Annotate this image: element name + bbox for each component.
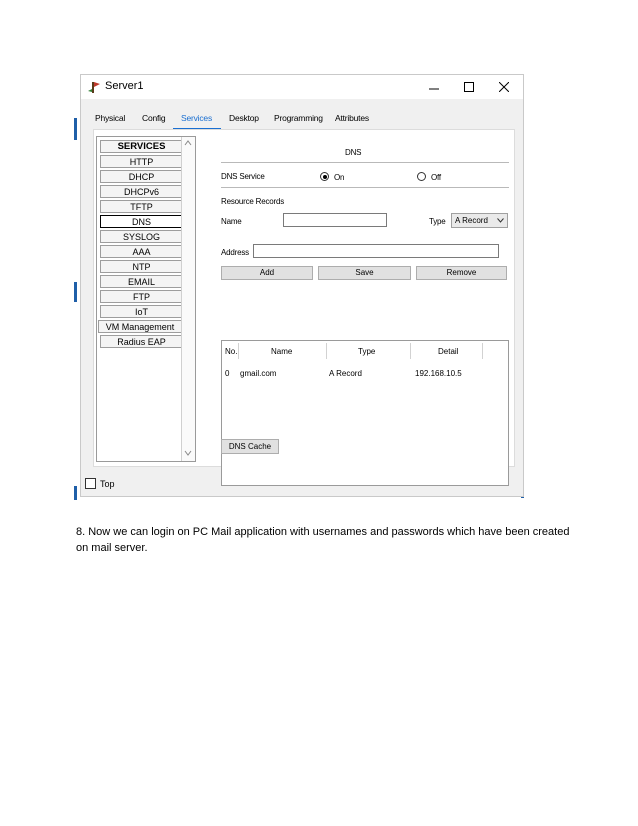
left-edge-accent — [74, 282, 77, 302]
add-button[interactable]: Add — [221, 266, 313, 280]
title-bar — [81, 75, 523, 99]
service-dhcpv6[interactable]: DHCPv6 — [100, 185, 183, 198]
left-edge-accent — [74, 118, 77, 140]
column-separator — [410, 343, 411, 359]
tab-services[interactable]: Services — [181, 113, 212, 123]
left-edge-accent — [74, 486, 77, 500]
dns-on-radio[interactable] — [320, 172, 329, 181]
column-separator — [326, 343, 327, 359]
server-app-icon — [87, 80, 101, 94]
close-button[interactable] — [489, 77, 519, 97]
maximize-icon — [464, 82, 474, 92]
name-input[interactable] — [283, 213, 387, 227]
dns-off-label: Off — [431, 173, 441, 182]
minimize-icon — [429, 82, 439, 92]
divider — [221, 187, 509, 188]
scroll-up-icon[interactable] — [184, 139, 192, 147]
save-button[interactable]: Save — [318, 266, 411, 280]
top-label: Top — [100, 479, 115, 489]
service-radius-eap[interactable]: Radius EAP — [100, 335, 183, 348]
services-scrollbar[interactable] — [181, 137, 195, 461]
type-select-value: A Record — [455, 216, 488, 225]
service-dhcp[interactable]: DHCP — [100, 170, 183, 183]
column-header-no: No. — [225, 347, 238, 356]
tab-bar — [81, 105, 523, 127]
cell-no: 0 — [225, 369, 230, 378]
chevron-down-icon — [497, 218, 504, 223]
type-select[interactable] — [451, 213, 508, 228]
scroll-down-icon[interactable] — [184, 449, 192, 457]
service-aaa[interactable]: AAA — [100, 245, 183, 258]
tab-physical[interactable]: Physical — [95, 113, 126, 123]
close-icon — [499, 82, 509, 92]
column-header-type: Type — [358, 347, 376, 356]
server-window — [80, 74, 524, 497]
service-email[interactable]: EMAIL — [100, 275, 183, 288]
resource-records-label: Resource Records — [221, 197, 285, 206]
service-iot[interactable]: IoT — [100, 305, 183, 318]
services-panel — [93, 129, 515, 467]
tab-attributes[interactable]: Attributes — [335, 113, 369, 123]
cell-type: A Record — [329, 369, 362, 378]
column-separator — [482, 343, 483, 359]
service-tftp[interactable]: TFTP — [100, 200, 183, 213]
tab-programming[interactable]: Programming — [274, 113, 323, 123]
address-label: Address — [221, 248, 249, 257]
column-header-detail: Detail — [438, 347, 459, 356]
column-separator — [238, 343, 239, 359]
tab-desktop[interactable]: Desktop — [229, 113, 259, 123]
service-dns[interactable]: DNS — [100, 215, 183, 228]
service-ftp[interactable]: FTP — [100, 290, 183, 303]
dns-cache-button[interactable]: DNS Cache — [221, 439, 279, 454]
window-title: Server1 — [105, 80, 144, 92]
dns-service-label: DNS Service — [221, 172, 265, 181]
dns-on-label: On — [334, 173, 345, 182]
dns-section-title: DNS — [345, 148, 362, 157]
service-ntp[interactable]: NTP — [100, 260, 183, 273]
dns-records-table — [221, 340, 509, 486]
service-syslog[interactable]: SYSLOG — [100, 230, 183, 243]
minimize-button[interactable] — [419, 77, 449, 97]
column-header-name: Name — [271, 347, 293, 356]
caption-paragraph: 8. Now we can login on PC Mail application with usernames and passwords which have been created on mail server. — [76, 526, 570, 554]
maximize-button[interactable] — [454, 77, 484, 97]
type-label: Type — [429, 217, 446, 226]
address-input[interactable] — [253, 244, 499, 258]
cell-detail: 192.168.10.5 — [415, 369, 462, 378]
cell-name: gmail.com — [240, 369, 277, 378]
name-label: Name — [221, 217, 242, 226]
top-checkbox[interactable] — [85, 478, 96, 489]
tab-config[interactable]: Config — [142, 113, 166, 123]
divider — [221, 162, 509, 163]
services-list — [96, 136, 196, 462]
services-header: SERVICES — [100, 140, 183, 153]
service-http[interactable]: HTTP — [100, 155, 183, 168]
service-vm-management[interactable]: VM Management — [98, 320, 182, 333]
dns-off-radio[interactable] — [417, 172, 426, 181]
remove-button[interactable]: Remove — [416, 266, 507, 280]
